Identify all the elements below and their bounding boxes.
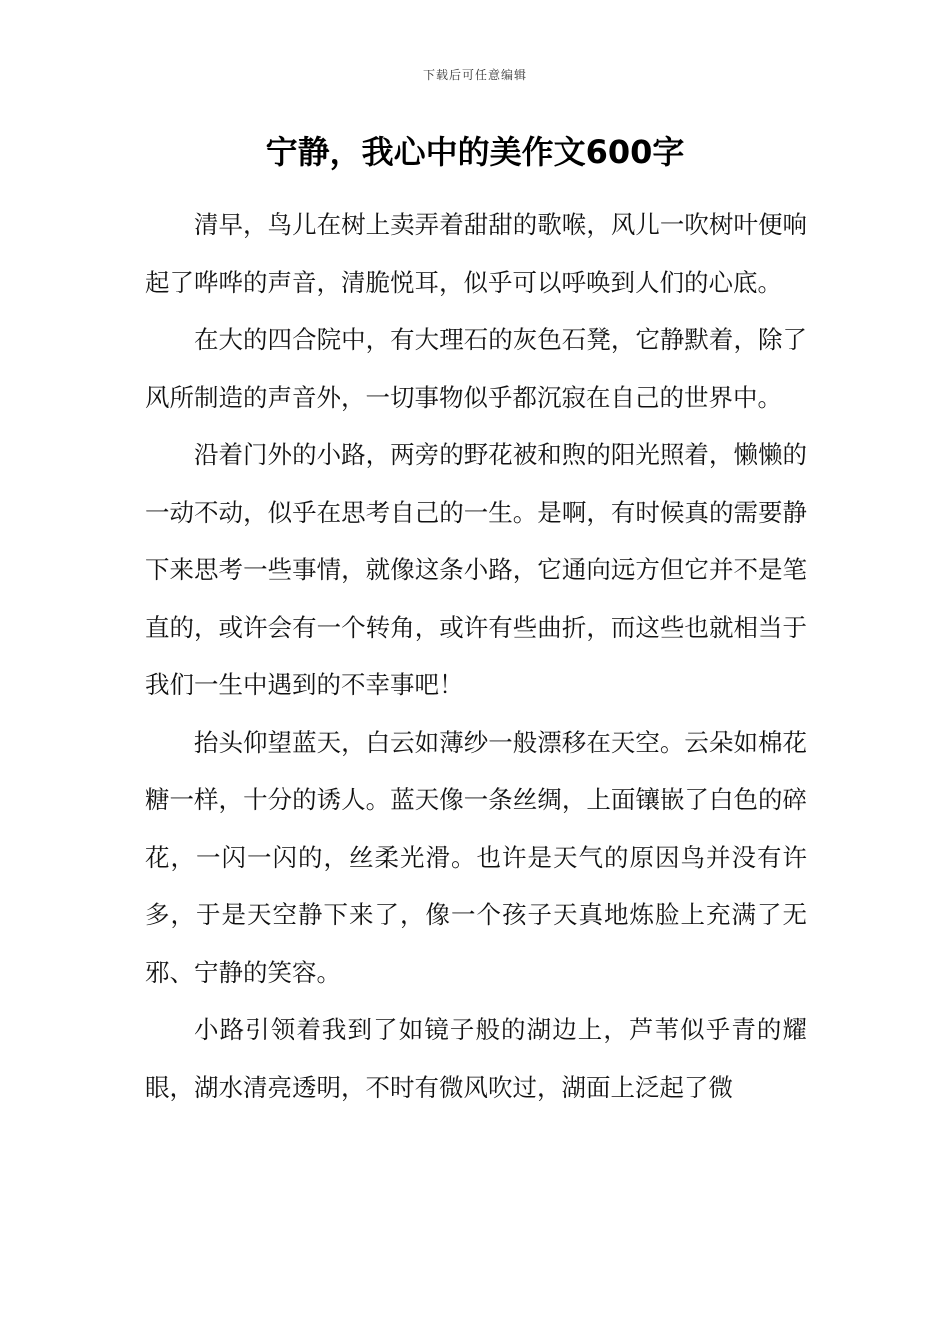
document-title: 宁静，我心中的美作文600字 — [265, 133, 685, 171]
paragraph-3: 沿着门外的小路，两旁的野花被和煦的阳光照着，懒懒的一动不动，似乎在思考自己的一生。是啊，有时候真的需要静下来思考一些事情，就像这条小路，它通向远方但它并不是笔直的，或许会有一个转角，或许有些曲折，而这些也就相当于我们一生中遇到的不幸事吧！ — [145, 440, 807, 699]
paragraph-4: 抬头仰望蓝天，白云如薄纱一般漂移在天空。云朵如棉花糖一样，十分的诱人。蓝天像一条丝绸，上面镶嵌了白色的碎花，一闪一闪的，丝柔光滑。也许是天气的原因鸟并没有许多，于是天空静下来了，像一个孩子天真地炼脸上充满了无邪、宁静的笑容。 — [145, 727, 807, 987]
document-body — [145, 196, 807, 1116]
page-header: 下载后可任意编辑 — [422, 68, 527, 82]
paragraph-1: 清早，鸟儿在树上卖弄着甜甜的歌喉，风儿一吹树叶便响起了哗哗的声音，清脆悦耳，似乎可以呼唤到人们的心底。 — [145, 210, 807, 297]
paragraph-2: 在大的四合院中，有大理石的灰色石凳，它静默着，除了风所制造的声音外，一切事物似乎都沉寂在自己的世界中。 — [145, 325, 807, 412]
paragraph-5: 小路引领着我到了如镜子般的湖边上，芦苇似乎青的耀眼，湖水清亮透明，不时有微风吹过，湖面上泛起了微 — [145, 1015, 807, 1102]
